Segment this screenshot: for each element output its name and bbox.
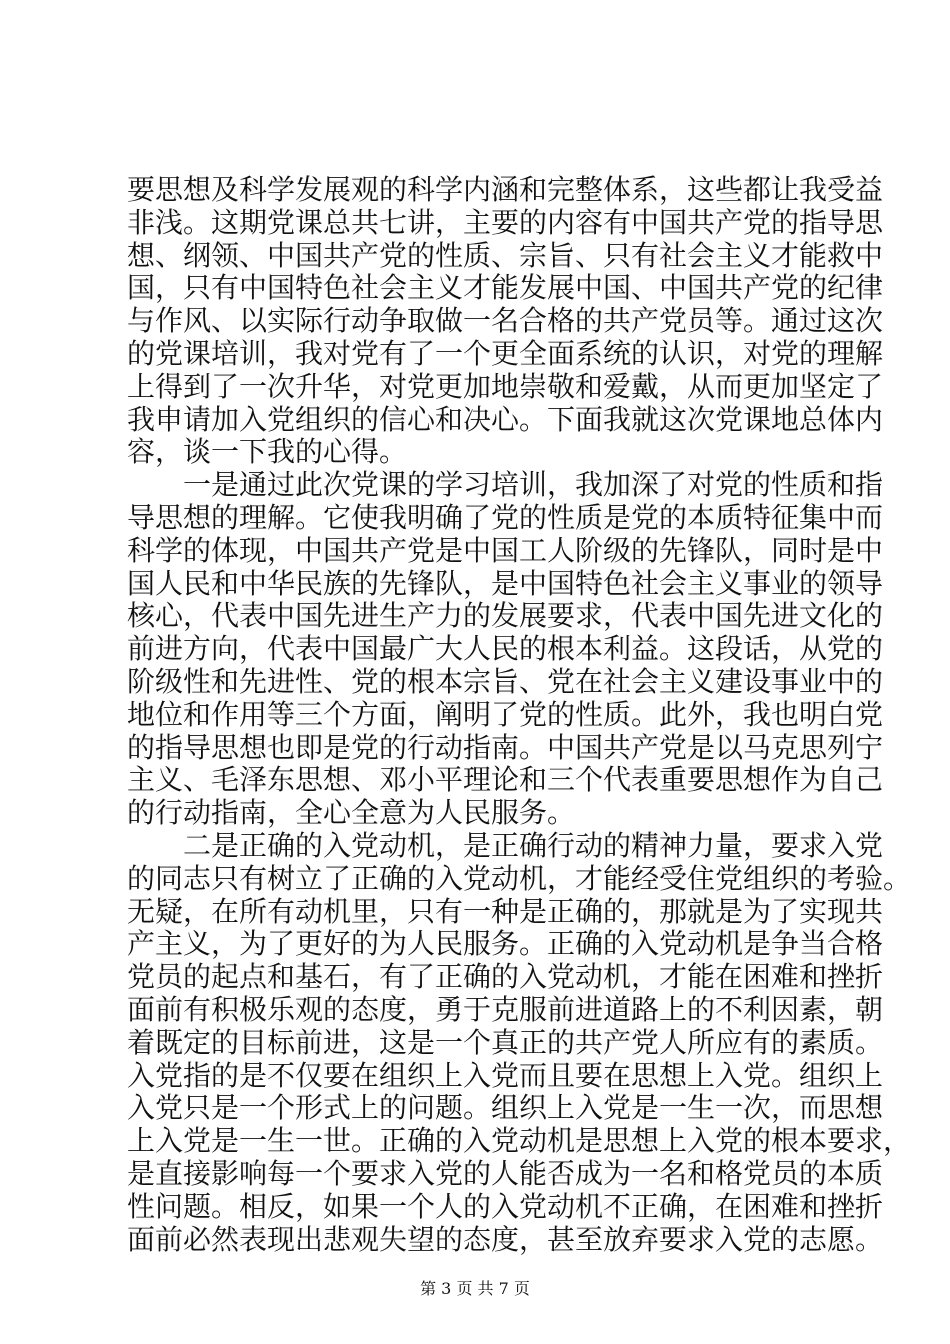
text-line: 阶级性和先进性、党的根本宗旨、党在社会主义建设事业中的 xyxy=(127,664,884,698)
text-line: 导思想的理解。它使我明确了党的性质是党的本质特征集中而 xyxy=(127,500,884,534)
page-footer: 第 3 页 共 7 页 xyxy=(420,1279,530,1298)
text-line: 性问题。相反，如果一个人的入党动机不正确，在困难和挫折 xyxy=(127,1189,884,1223)
text-line: 上得到了一次升华，对党更加地崇敬和爱戴，从而更加坚定了 xyxy=(127,369,884,403)
text-line: 面前必然表现出悲观失望的态度，甚至放弃要求入党的志愿。 xyxy=(127,1222,884,1256)
text-line: 前进方向，代表中国最广大人民的根本利益。这段话，从党的 xyxy=(127,632,884,666)
text-line: 我申请加入党组织的信心和决心。下面我就这次党课地总体内 xyxy=(127,402,884,436)
text-line: 与作风、以实际行动争取做一名合格的共产党员等。通过这次 xyxy=(127,304,884,338)
text-line: 面前有积极乐观的态度，勇于克服前进道路上的不利因素，朝 xyxy=(127,992,884,1026)
text-line: 的党课培训，我对党有了一个更全面系统的认识，对党的理解 xyxy=(127,336,884,370)
text-line: 党员的起点和基石，有了正确的入党动机，才能在困难和挫折 xyxy=(127,960,884,994)
text-line: 上入党是一生一世。正确的入党动机是思想上入党的根本要求， xyxy=(127,1124,912,1158)
text-line: 是直接影响每一个要求入党的人能否成为一名和格党员的本质 xyxy=(127,1156,884,1190)
text-line: 入党只是一个形式上的问题。组织上入党是一生一次，而思想 xyxy=(127,1091,884,1125)
text-line: 核心，代表中国先进生产力的发展要求，代表中国先进文化的 xyxy=(127,599,884,633)
text-line: 的指导思想也即是党的行动指南。中国共产党是以马克思列宁 xyxy=(127,730,884,764)
text-line: 要思想及科学发展观的科学内涵和完整体系，这些都让我受益 xyxy=(127,173,884,206)
body-text xyxy=(127,173,912,1256)
text-line: 的同志只有树立了正确的入党动机，才能经受住党组织的考验。 xyxy=(127,861,912,895)
text-line: 地位和作用等三个方面，阐明了党的性质。此外，我也明白党 xyxy=(127,697,884,731)
text-line: 一是通过此次党课的学习培训，我加深了对党的性质和指 xyxy=(183,468,884,502)
text-line: 二是正确的入党动机，是正确行动的精神力量，要求入党 xyxy=(183,828,884,862)
text-line: 非浅。这期党课总共七讲，主要的内容有中国共产党的指导思 xyxy=(127,205,884,239)
text-line: 国，只有中国特色社会主义才能发展中国、中国共产党的纪律 xyxy=(127,271,884,305)
text-line: 国人民和中华民族的先锋队，是中国特色社会主义事业的领导 xyxy=(127,566,884,600)
text-line: 容，谈一下我的心得。 xyxy=(127,435,408,469)
text-line: 的行动指南，全心全意为人民服务。 xyxy=(127,796,576,830)
text-line: 入党指的是不仅要在组织上入党而且要在思想上入党。组织上 xyxy=(127,1058,884,1092)
text-line: 产主义，为了更好的为人民服务。正确的入党动机是争当合格 xyxy=(127,927,884,961)
text-line: 科学的体现，中国共产党是中国工人阶级的先锋队，同时是中 xyxy=(127,533,884,567)
text-line: 想、纲领、中国共产党的性质、宗旨、只有社会主义才能救中 xyxy=(127,238,884,272)
text-line: 主义、毛泽东思想、邓小平理论和三个代表重要思想作为自己 xyxy=(127,763,884,797)
text-line: 无疑，在所有动机里，只有一种是正确的，那就是为了实现共 xyxy=(127,894,884,928)
text-line: 着既定的目标前进，这是一个真正的共产党人所应有的素质。 xyxy=(127,1025,884,1059)
